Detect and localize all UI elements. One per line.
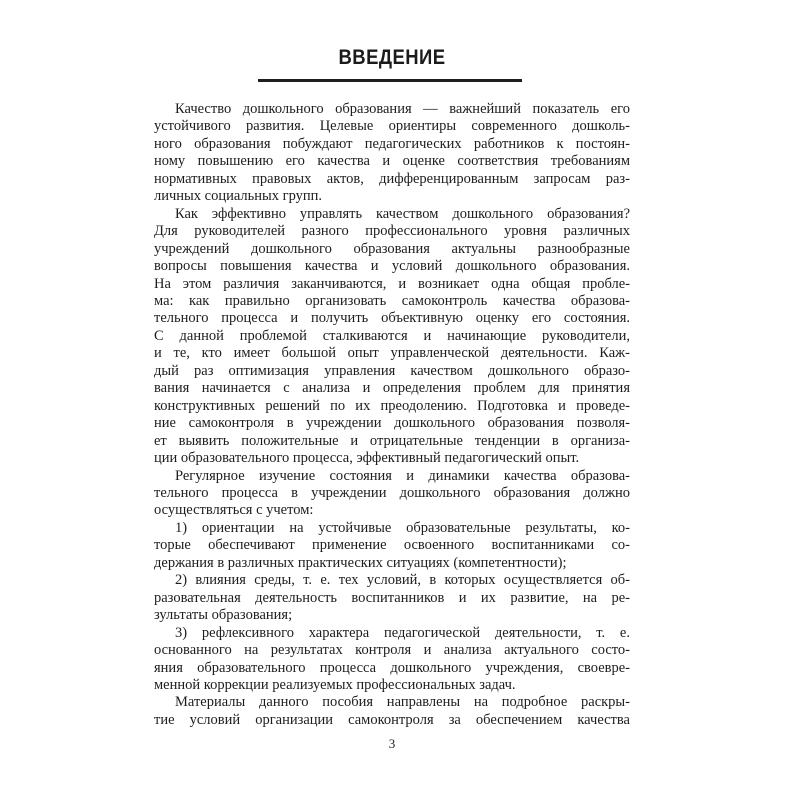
text-line: ет выявить положительные и отрицательные тенденции в организа- <box>154 432 630 449</box>
text-line: Качество дошкольного образования — важнейший показатель его <box>175 101 630 117</box>
text-line: ного образования побуждают педагогических работников к постоян- <box>154 135 630 152</box>
text-line: Регулярное изучение состояния и динамики качества образова- <box>175 467 630 484</box>
text-line: тие условий организации самоконтроля за обеспечением качества <box>154 711 630 728</box>
text-line: торые обеспечивают применение освоенного воспитанниками со- <box>154 537 630 554</box>
text-line: разовательная деятельность воспитанников и их развитие, на ре- <box>154 589 630 606</box>
text-line: и те, кто имеет большой опыт управленческой деятельности. Каж- <box>154 345 630 362</box>
text-line: ние самоконтроля в учреждении дошкольного образования позволя- <box>154 415 630 432</box>
text-line: ному повышению его качества и оценке соответствия требованиям <box>154 153 630 170</box>
text-line: вопросы повышения качества и условий дошкольного образования. <box>154 258 630 275</box>
page-number: 3 <box>388 736 396 751</box>
text-line: устойчивого развития. Целевые ориентиры современного дошколь- <box>154 118 630 135</box>
text-line: Для руководителей разного профессионального уровня различных <box>154 223 630 240</box>
text-line: С данной проблемой сталкиваются и начинающие руководители, <box>154 327 630 344</box>
text-line: ма: как правильно организовать самоконтроль качества образова- <box>154 292 630 309</box>
text-line: вания начинается с анализа и определения проблем для принятия <box>154 380 630 397</box>
text-line: личных социальных групп. <box>154 188 323 205</box>
text-line: дый раз оптимизация управления качеством дошкольного образо- <box>154 362 630 379</box>
text-line: Материалы данного пособия направлены на подробное раскры- <box>175 694 630 711</box>
text-line: тельного процесса в учреждении дошкольного образования должно <box>154 484 630 501</box>
text-line: осуществляться с учетом: <box>154 502 314 519</box>
text-line: 3) рефлексивного характера педагогической деятельности, т. е. <box>175 624 630 641</box>
text-line: Как эффективно управлять качеством дошкольного образования? <box>175 205 630 222</box>
text-line: учреждений дошкольного образования актуальны разнообразные <box>154 240 630 257</box>
text-line: нормативных правовых актов, дифференцированным запросам раз- <box>154 170 630 187</box>
text-line: зультаты образования; <box>154 607 293 624</box>
text-line: 1) ориентации на устойчивые образовательные результаты, ко- <box>175 519 630 536</box>
text-line: тельного процесса и получить объективную оценку его состояния. <box>154 310 630 327</box>
body-text-block <box>154 101 630 729</box>
text-line: менной коррекции реализуемых профессиональных задач. <box>154 676 516 693</box>
text-line: ции образовательного процесса, эффективный педагогический опыт. <box>154 450 580 467</box>
text-line: яния образовательного процесса дошкольного учреждения, своевре- <box>154 659 630 676</box>
text-line: На этом различия заканчиваются, и возникает одна общая пробле- <box>154 275 630 292</box>
chapter-title: ВВЕДЕНИЕ <box>338 46 446 69</box>
text-line: держания в различных практических ситуациях (компетентности); <box>154 554 567 571</box>
text-line: конструктивных решений по их преодолению. Подготовка и проведе- <box>154 397 630 414</box>
text-line: основанного на результатах контроля и анализа актуального состо- <box>154 642 630 659</box>
text-line: 2) влияния среды, т. е. тех условий, в которых осуществляется об- <box>175 572 630 589</box>
title-underline-rule <box>258 79 522 82</box>
